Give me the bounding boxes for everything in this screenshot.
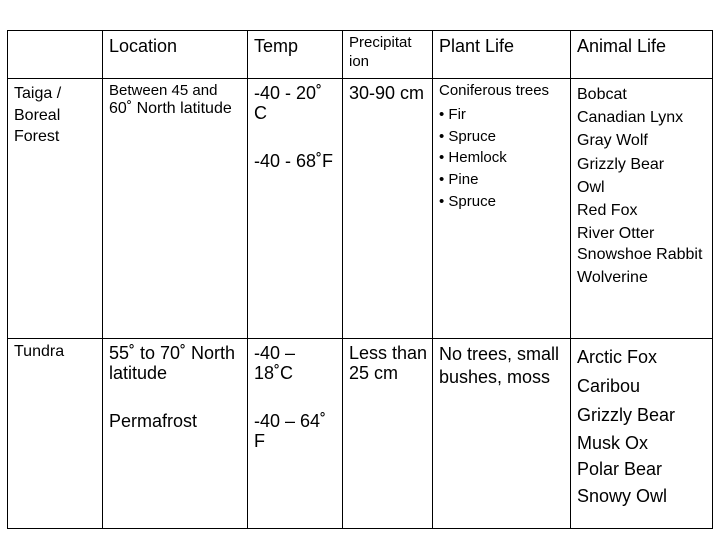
taiga-animal-item: Red Fox [577,201,638,219]
taiga-animal-item: Bobcat [577,86,627,103]
tundra-temp-c: -40 – 18˚C [254,343,296,384]
taiga-animal-item: Snowshoe Rabbit [577,246,703,264]
taiga-animal-item: Gray Wolf [577,132,648,150]
biome-name-taiga: Taiga / Boreal Forest [8,79,103,339]
taiga-temp-c: -40 - 20˚ C [254,83,323,124]
tundra-temp [248,339,343,529]
biome-table [7,30,713,529]
tundra-precipitation: Less than 25 cm [343,339,433,529]
taiga-animal-item: Owl [577,178,605,196]
header-blank [8,31,103,79]
taiga-plant-life [433,79,571,339]
taiga-precipitation: 30-90 cm [343,79,433,339]
tundra-animal-life [571,339,713,529]
taiga-temp [248,79,343,339]
header-row [8,31,713,79]
tundra-animal-item: Snowy Owl [577,485,668,506]
row-taiga [8,79,713,339]
taiga-plant-intro: Coniferous trees [439,82,550,99]
tundra-location-extra: Permafrost [109,411,198,432]
header-temp: Temp [248,31,343,79]
row-tundra [8,339,713,529]
tundra-location [103,339,248,529]
taiga-plant-item: • Spruce [439,127,496,145]
tundra-animal-item: Caribou [577,375,641,396]
header-location: Location [103,31,248,79]
taiga-temp-f: -40 - 68˚F [254,151,334,172]
taiga-plant-item: • Fir [439,105,466,123]
taiga-location-line2: 60˚ North latitude [109,99,232,117]
tundra-temp-f: -40 – 64˚ F [254,411,327,452]
taiga-plant-item: • Pine [439,171,479,189]
taiga-animal-item: Canadian Lynx [577,109,684,127]
taiga-location [103,79,248,339]
tundra-animal-item: Arctic Fox [577,347,658,367]
taiga-plant-item: • Hemlock [439,149,507,167]
taiga-animal-item: River Otter [577,225,655,243]
taiga-plant-item: • Spruce [439,192,496,210]
tundra-plant-life: No trees, small bushes, moss [433,339,571,529]
tundra-animal-item: Musk Ox [577,433,649,454]
taiga-animal-item: Grizzly Bear [577,155,665,173]
header-precipitation: Precipitat ion [343,31,433,79]
taiga-animal-life [571,79,713,339]
taiga-animal-item: Wolverine [577,269,648,287]
tundra-animal-item: Grizzly Bear [577,404,676,425]
tundra-animal-item: Polar Bear [577,459,663,480]
tundra-location-latitude: 55˚ to 70˚ North latitude [109,343,236,384]
header-plant-life: Plant Life [433,31,571,79]
biome-name-tundra: Tundra [8,339,103,529]
taiga-location-line1: Between 45 and [109,82,218,99]
header-animal-life: Animal Life [571,31,713,79]
